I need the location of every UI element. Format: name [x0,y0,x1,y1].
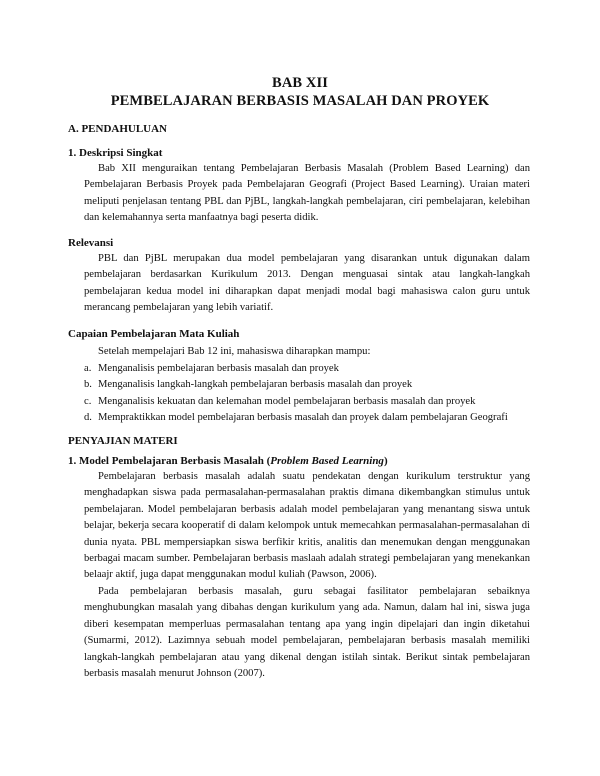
list-item-text: Mempraktikkan model pembelajaran berbasis masalah dan proyek dalam pembelajaran Geografi [98,412,508,424]
chapter-title: PEMBELAJARAN BERBASIS MASALAH DAN PROYEK [110,93,490,109]
capaian-list [84,361,544,427]
paragraph-pbl-2 [84,584,530,682]
list-item-text: Menganalisis kekuatan dan kelemahan model pembelajaran berbasis masalah dan proyek [98,395,476,407]
list-item [84,377,544,393]
capaian-lead: Setelah mempelajari Bab 12 ini, mahasiswa diharapkan mampu: [98,346,371,357]
section-heading-pendahuluan: A. PENDAHULUAN [68,123,167,135]
list-marker: a. [84,363,92,374]
subheading-model-pbl-italic: Problem Based Learning [270,455,384,467]
list-marker: d. [84,412,92,424]
subheading-model-pbl [68,453,388,469]
section-heading-penyajian-materi: PENYAJIAN MATERI [68,435,178,447]
heading-relevansi: Relevansi [68,237,114,249]
paragraph-pbl-1 [84,469,530,584]
subheading-deskripsi-singkat: 1. Deskripsi Singkat [68,147,163,159]
list-item [84,394,544,410]
list-marker: c. [84,395,92,407]
list-item-text: Menganalisis pembelajaran berbasis masalah dan proyek [98,363,339,374]
paragraph-pbl-1-text: Pembelajaran berbasis masalah adalah suatu pendekatan dengan kurikulum terstruktur yang menghadapkan siswa pada permasalahan-permasalahan praktis dimana dikembangkan stimulus untuk pembelajaran. Model pembelajaran berbasis adalah model pembelajaran yang menantang siswa untuk belajar, bekerja secara kooperatif di dalam kelompok untuk memecahkan permasalahan-permasalahan di dunia nyata. PBL mempersiapkan siswa berfikir kritis, analitis dan menemukan dengan menggunakan berbagai macam sumber. Pembelajaran berbasis maslaah adalah strategi pembelajaran yang menekankan belaajr aktif, juga dapat menggunakan modul kuliah (Pawson, 2006). [84,471,530,581]
list-item [84,361,544,377]
subheading-model-pbl-prefix: 1. Model Pembelajaran Berbasis Masalah ( [68,455,271,467]
paragraph-deskripsi [84,161,530,227]
paragraph-relevansi [84,251,530,317]
list-item-text: Menganalisis langkah-langkah pembelajaran berbasis masalah dan proyek [98,379,413,391]
paragraph-pbl-2-text: Pada pembelajaran berbasis masalah, guru sebagai fasilitator pembelajaran sebaiknya menghubungkan masalah yang dibahas dengan kurikulum yang ada. Namun, dalam hal ini, siswa juga diberi kesempatan memperluas permasalahan tentang apa yang ingin dipelajari dan ingin diketahui (Sumarmi, 2012). Lazimnya sebuah model pembelajaran, pembelajaran berbasis masalah memiliki langkah-langkah pembelajaran atau yang dikenal dengan istilah sintak. Berikut sintak pembelajaran berbasis masalah menurut Johnson (2007). [84,586,530,680]
paragraph-deskripsi-text: Bab XII menguraikan tentang Pembelajaran Berbasis Masalah (Problem Based Learning) dan Pembelajaran Berbasis Proyek pada Pembelajaran Geografi (Project Based Learning). Uraian materi meliputi penjelasan tentang PBL dan PjBL, langkah-langkah pembelajaran, ciri pembelajaran, kelebihan dan kelemahannya serta manfaatnya bagi peserta didik. [84,163,530,224]
heading-capaian: Capaian Pembelajaran Mata Kuliah [68,328,240,340]
list-item [84,410,544,426]
list-marker: b. [84,379,92,391]
paragraph-relevansi-text: PBL dan PjBL merupakan dua model pembelajaran yang disarankan untuk digunakan dalam pembelajaran berdasarkan Kurikulum 2013. Dengan menguasai sintak atau langkah-langkah pembelajaran kedua model ini diharapkan dapat menjadi modal bagi mahasiswa calon guru untuk merancang pembelajaran yang lebih variatif. [84,253,530,314]
chapter-number: BAB XII [272,75,328,91]
subheading-model-pbl-suffix: ) [383,455,388,467]
